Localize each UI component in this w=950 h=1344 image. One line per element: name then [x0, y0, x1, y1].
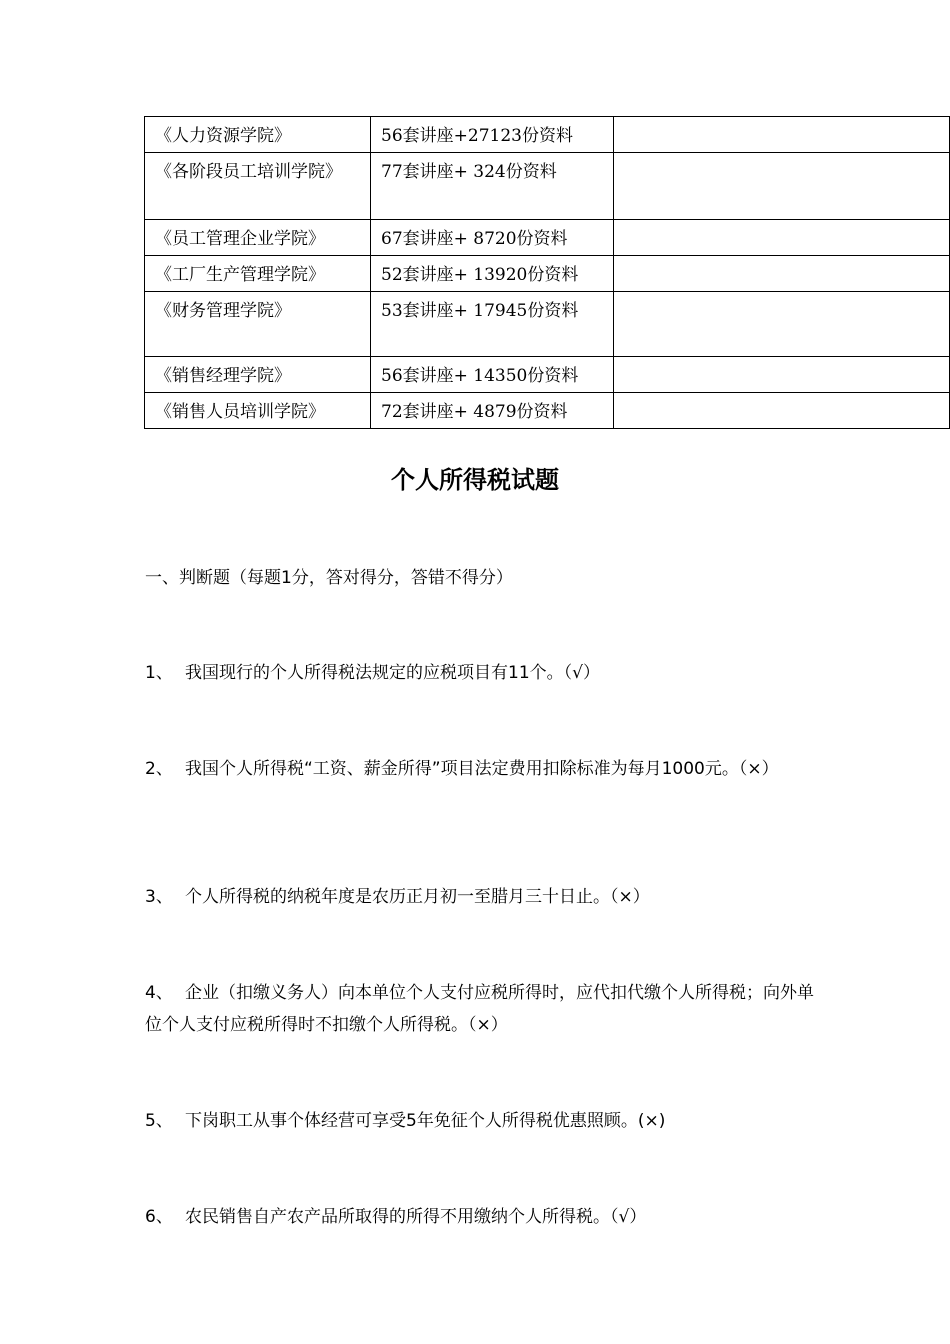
course-extra: [614, 292, 950, 357]
course-name: 《各阶段员工培训学院》: [145, 153, 371, 220]
table-row: [145, 220, 950, 256]
course-content: 77套讲座+ 324份资料: [371, 153, 614, 220]
course-extra: [614, 117, 950, 153]
question-text: 我国现行的个人所得税法规定的应税项目有11个。（√）: [185, 663, 600, 683]
course-name: 《财务管理学院》: [145, 292, 371, 357]
course-name: 《销售经理学院》: [145, 357, 371, 393]
course-content: 56套讲座+ 14350份资料: [371, 357, 614, 393]
question-text: 下岗职工从事个体经营可享受5年免征个人所得税优惠照顾。(×): [185, 1111, 666, 1131]
course-extra: [614, 220, 950, 256]
document-title: 个人所得税试题: [391, 466, 559, 494]
table-row: [145, 153, 950, 220]
question-number: 4、: [145, 983, 173, 1003]
course-content: 72套讲座+ 4879份资料: [371, 393, 614, 429]
question-text: 个人所得税的纳税年度是农历正月初一至腊月三十日止。（×）: [185, 887, 650, 907]
course-content: 53套讲座+ 17945份资料: [371, 292, 614, 357]
question-number: 5、: [145, 1111, 173, 1131]
question-number: 6、: [145, 1207, 173, 1227]
question-text: 农民销售自产农产品所取得的所得不用缴纳个人所得税。（√）: [185, 1207, 647, 1227]
course-content: 56套讲座+27123份资料: [371, 117, 614, 153]
question-item: [145, 1201, 815, 1233]
question-number: 2、: [145, 759, 173, 779]
table-row: [145, 357, 950, 393]
course-name: 《员工管理企业学院》: [145, 220, 371, 256]
question-item: [145, 1105, 815, 1137]
course-extra: [614, 256, 950, 292]
course-name: 《人力资源学院》: [145, 117, 371, 153]
question-item: [145, 977, 815, 1041]
course-table: [144, 116, 950, 429]
course-extra: [614, 153, 950, 220]
course-extra: [614, 357, 950, 393]
question-text: 我国个人所得税“工资、薪金所得”项目法定费用扣除标准为每月1000元。（×）: [185, 759, 779, 779]
table-row: [145, 256, 950, 292]
course-content: 67套讲座+ 8720份资料: [371, 220, 614, 256]
question-item: [145, 657, 815, 689]
table-row: [145, 393, 950, 429]
section-heading: 一、判断题（每题1分，答对得分，答错不得分）: [145, 568, 513, 588]
course-extra: [614, 393, 950, 429]
question-item: [145, 881, 815, 913]
table-row: [145, 117, 950, 153]
course-name: 《销售人员培训学院》: [145, 393, 371, 429]
question-item: [145, 753, 815, 785]
question-text: 企业（扣缴义务人）向本单位个人支付应税所得时，应代扣代缴个人所得税；向外单位个人支付应税所得时不扣缴个人所得税。（×）: [145, 983, 814, 1035]
question-number: 1、: [145, 663, 173, 683]
course-name: 《工厂生产管理学院》: [145, 256, 371, 292]
table-row: [145, 292, 950, 357]
question-number: 3、: [145, 887, 173, 907]
course-content: 52套讲座+ 13920份资料: [371, 256, 614, 292]
